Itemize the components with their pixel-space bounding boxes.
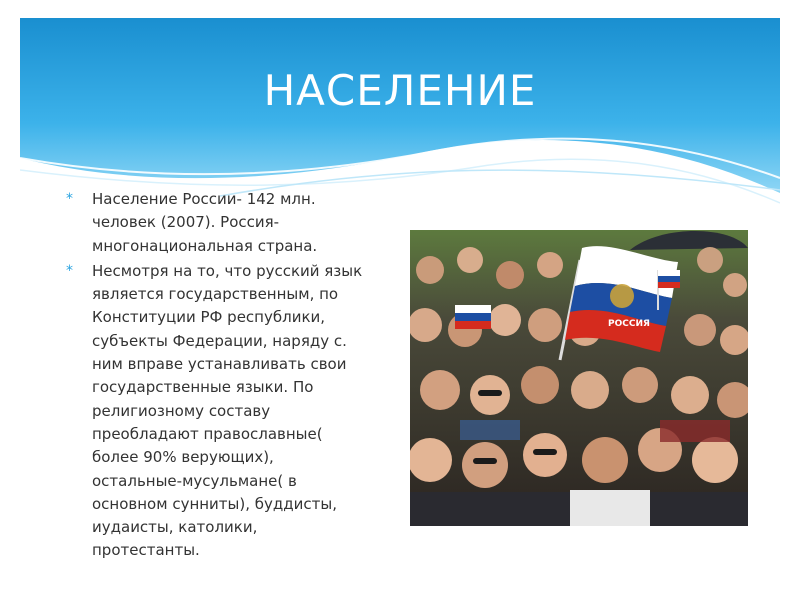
bullet-text: Несмотря на то, что русский язык является государственным, по Конституции РФ республики, субъекты Федерации, наряду с. ним вправе устанавливать свои государственные языки. По религиозному составу преобладают православные( более 90% верующих), остальные-мусульмане( в основном сунниты), буддисты, иудаисты, католики, протестанты. [92, 261, 363, 560]
bullet-text: Население России- 142 млн. человек (2007). Россия- многонациональная страна. [92, 190, 318, 255]
slide [20, 18, 780, 588]
bullet-marker: * [66, 191, 73, 207]
flag-text: РОССИЯ [608, 319, 650, 329]
small-flag [455, 305, 491, 329]
crowd-illustration [410, 230, 748, 526]
crowd-photo [410, 230, 748, 526]
slide-title: НАСЕЛЕНИЕ [263, 66, 537, 115]
bullet-list [66, 188, 366, 565]
bullet-item [66, 188, 366, 258]
bullet-item [66, 260, 366, 563]
bullet-marker: * [66, 262, 73, 279]
